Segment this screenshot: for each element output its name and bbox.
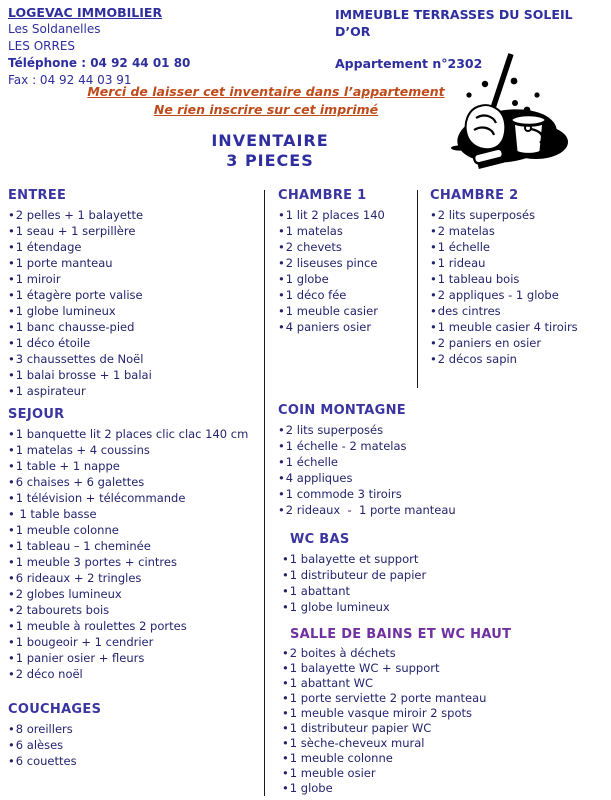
inventory-item (8, 586, 262, 602)
item-text: 1 sèche-cheveux mural (289, 736, 425, 750)
bullet-icon: • (8, 443, 15, 457)
bullet-icon: • (278, 272, 285, 286)
section-sejour (8, 407, 262, 682)
item-text: 2 déco noël (15, 667, 83, 681)
item-text: 1 distributeur de papier (289, 568, 427, 582)
inventory-item (278, 661, 608, 676)
bullet-icon: • (8, 352, 15, 366)
inventory-item (8, 506, 262, 522)
bullet-icon: • (430, 208, 437, 222)
inventory-item (278, 646, 608, 661)
section-title-entree: ENTREE (8, 188, 67, 203)
item-text: 1 déco étoile (15, 336, 91, 350)
item-text: 1 échelle - 2 matelas (285, 439, 407, 453)
section-salle-de-bains (278, 627, 608, 796)
inventory-item (278, 736, 608, 751)
agency-phone: Téléphone : 04 92 44 01 80 (8, 56, 191, 70)
inventory-item (8, 367, 262, 383)
item-text: 6 couettes (15, 754, 77, 768)
item-text: 1 miroir (15, 272, 61, 286)
bullet-icon: • (8, 427, 15, 441)
inventory-item (8, 351, 262, 367)
inventory-item (8, 602, 262, 618)
item-text: 2 tabourets bois (15, 603, 110, 617)
item-text: 1 seau + 1 serpillère (15, 224, 136, 238)
item-text: 1 étendage (15, 240, 82, 254)
bullet-icon: • (430, 288, 437, 302)
section-title-wc-bas: WC BAS (290, 532, 350, 547)
inventory-item (8, 207, 262, 223)
inventory-item (8, 303, 262, 319)
bullet-icon: • (430, 320, 437, 334)
bullet-icon: • (8, 208, 15, 222)
bullet-icon: • (278, 487, 285, 501)
bullet-icon: • (8, 738, 15, 752)
item-text: 1 matelas (285, 224, 343, 238)
section-wc-bas (278, 532, 608, 615)
item-text: 1 balai brosse + 1 balai (15, 368, 152, 382)
section-chambre-2 (430, 188, 608, 367)
item-text: 1 meuble casier (285, 304, 378, 318)
inventory-item (430, 287, 608, 303)
bullet-icon: • (278, 288, 285, 302)
bullet-icon: • (8, 603, 15, 617)
section-title-sejour: SEJOUR (8, 407, 65, 422)
bullet-icon: • (8, 304, 15, 318)
bullet-icon: • (282, 661, 289, 675)
inventory-item (8, 570, 262, 586)
section-title-salle-de-bains: SALLE DE BAINS ET WC HAUT (290, 627, 512, 642)
bullet-icon: • (278, 256, 285, 270)
bullet-icon: • (282, 751, 289, 765)
item-text: 1 télévision + télécommande (15, 491, 186, 505)
item-text: 6 alèses (15, 738, 64, 752)
agency-city: LES ORRES (8, 39, 76, 53)
item-text: 1 porte serviette 2 porte manteau (289, 691, 487, 705)
building-name: IMMEUBLE TERRASSES DU SOLEIL D’OR (335, 7, 573, 39)
agency-fax: Fax : 04 92 44 03 91 (8, 73, 132, 87)
agency-name: LOGEVAC IMMOBILIER (8, 5, 163, 20)
inventory-item (8, 666, 262, 682)
inventory-item (8, 426, 262, 442)
inventory-item (8, 490, 262, 506)
item-text: 1 étagère porte valise (15, 288, 143, 302)
item-text: 2 lits superposés (437, 208, 536, 222)
item-text: 1 globe lumineux (289, 600, 390, 614)
item-text: 2 appliques - 1 globe (437, 288, 559, 302)
item-text: 1 porte manteau (15, 256, 113, 270)
item-text: 1 commode 3 tiroirs (285, 487, 402, 501)
item-text: 2 paniers en osier (437, 336, 542, 350)
bubble (524, 107, 531, 114)
item-text: 1 échelle (437, 240, 490, 254)
bullet-icon: • (430, 352, 437, 366)
bullet-icon: • (8, 368, 15, 382)
inventory-item (430, 255, 608, 271)
mop-handle (491, 54, 511, 114)
item-text: 1 déco fée (285, 288, 347, 302)
title-line-2: 3 PIECES (226, 151, 314, 170)
inventory-item (430, 335, 608, 351)
inventory-item (8, 239, 262, 255)
item-text: 4 paniers osier (285, 320, 372, 334)
inventory-item (8, 223, 262, 239)
item-text: 1 abattant (289, 584, 351, 598)
bullet-icon: • (282, 736, 289, 750)
bullet-icon: • (430, 240, 437, 254)
item-text: 2 globes lumineux (15, 587, 122, 601)
inventory-item (278, 691, 608, 706)
bullet-icon: • (8, 539, 15, 553)
section-coin-montagne (278, 403, 608, 518)
item-text: 2 chevets (285, 240, 342, 254)
item-text: 2 pelles + 1 balayette (15, 208, 144, 222)
bullet-icon: • (278, 471, 285, 485)
item-text: 1 aspirateur (15, 384, 86, 398)
inventory-item (8, 255, 262, 271)
bullet-icon: • (278, 439, 285, 453)
bullet-icon: • (8, 240, 15, 254)
inventory-item (8, 335, 262, 351)
inventory-item (8, 474, 262, 490)
title-line-1: INVENTAIRE (211, 131, 329, 150)
letterhead-left (8, 4, 190, 89)
item-text: 2 matelas (437, 224, 495, 238)
item-text: 2 liseuses pince (285, 256, 378, 270)
bullet-icon: • (430, 304, 437, 318)
item-list-coin-montagne (278, 422, 608, 518)
bullet-icon: • (282, 676, 289, 690)
bubble (512, 100, 518, 106)
apartment-number: Appartement n°2302 (335, 56, 483, 71)
item-text: 8 oreillers (15, 722, 73, 736)
bullet-icon: • (278, 240, 285, 254)
bullet-icon: • (8, 224, 15, 238)
inventory-item (8, 442, 262, 458)
bullet-icon: • (8, 619, 15, 633)
inventory-item (8, 721, 262, 737)
section-title-chambre-2: CHAMBRE 2 (430, 188, 519, 203)
section-title-chambre-1: CHAMBRE 1 (278, 188, 367, 203)
item-text: 1 balayette et support (289, 552, 419, 566)
item-text: 1 lit 2 places 140 (285, 208, 385, 222)
item-text: 1 bougeoir + 1 cendrier (15, 635, 154, 649)
bullet-icon: • (282, 691, 289, 705)
inventory-item (278, 486, 608, 502)
item-list-salle-de-bains (278, 646, 608, 796)
item-text: 1 globe lumineux (15, 304, 116, 318)
bullet-icon: • (430, 336, 437, 350)
inventory-item (430, 207, 608, 223)
bullet-icon: • (282, 766, 289, 780)
inventory-item (278, 781, 608, 796)
notice-line-2: Ne rien inscrire sur cet imprimé (153, 102, 379, 117)
bucket-rim (511, 115, 546, 125)
bullet-icon: • (8, 336, 15, 350)
inventory-item (278, 721, 608, 736)
inventory-item (8, 753, 262, 769)
bullet-icon: • (8, 475, 15, 489)
document-title (0, 131, 540, 171)
item-text: 1 banc chausse-pied (15, 320, 135, 334)
bullet-icon: • (278, 224, 285, 238)
bullet-icon: • (8, 571, 15, 585)
inventory-item (278, 751, 608, 766)
bullet-icon: • (278, 503, 285, 517)
section-couchages (8, 702, 262, 769)
inventory-item (278, 706, 608, 721)
inventory-item (8, 650, 262, 666)
bullet-icon: • (8, 256, 15, 270)
inventory-item (8, 554, 262, 570)
bullet-icon: • (8, 459, 15, 473)
item-text: 1 tableau – 1 cheminée (15, 539, 151, 553)
inventory-item (278, 551, 608, 567)
bullet-icon: • (8, 667, 15, 681)
item-text: 4 appliques (285, 471, 353, 485)
inventory-item (430, 271, 608, 287)
bullet-icon: • (282, 781, 289, 795)
bullet-icon: • (8, 272, 15, 286)
section-title-couchages: COUCHAGES (8, 702, 102, 717)
bullet-icon: • (282, 552, 289, 566)
item-text: 1 globe (285, 272, 329, 286)
item-text: 1 rideau (437, 256, 486, 270)
bubble (482, 81, 488, 87)
inventory-item (278, 422, 608, 438)
item-text: 1 matelas + 4 coussins (15, 443, 150, 457)
bullet-icon: • (282, 568, 289, 582)
inventory-item (8, 634, 262, 650)
item-text: 6 rideaux + 2 tringles (15, 571, 142, 585)
bubble (466, 92, 471, 97)
inventory-item (8, 538, 262, 554)
inventory-item (430, 303, 608, 319)
item-text: 1 meuble osier (289, 766, 376, 780)
inventory-item (278, 438, 608, 454)
bullet-icon: • (278, 208, 285, 222)
inventory-item (8, 618, 262, 634)
item-text: 1 balayette WC + support (289, 661, 440, 675)
bullet-icon: • (8, 288, 15, 302)
inventory-item (430, 351, 608, 367)
inventory-item (430, 223, 608, 239)
item-list-wc-bas (278, 551, 608, 615)
bullet-icon: • (282, 600, 289, 614)
bullet-icon: • (430, 256, 437, 270)
bullet-icon: • (8, 651, 15, 665)
inventory-item (8, 287, 262, 303)
bullet-icon: • (430, 224, 437, 238)
bullet-icon: • (8, 754, 15, 768)
bullet-icon: • (8, 491, 15, 505)
inventory-item (278, 502, 608, 518)
bullet-icon: • (278, 320, 285, 334)
item-text: 2 lits superposés (285, 423, 384, 437)
agency-residence: Les Soldanelles (8, 22, 101, 36)
inventory-item (278, 583, 608, 599)
bullet-icon: • (282, 721, 289, 735)
inventory-item (8, 458, 262, 474)
inventory-item (430, 239, 608, 255)
inventory-item (8, 522, 262, 538)
section-entree (8, 188, 262, 399)
bullet-icon: • (8, 587, 15, 601)
item-text: 1 meuble 3 portes + cintres (15, 555, 177, 569)
inventory-item (8, 319, 262, 335)
bullet-icon: • (8, 523, 15, 537)
bullet-icon: • (8, 722, 15, 736)
inventory-item (278, 454, 608, 470)
item-text: 6 chaises + 6 galettes (15, 475, 145, 489)
inventory-item (278, 470, 608, 486)
column-1 (8, 188, 262, 769)
bullet-icon: • (278, 423, 285, 437)
item-text: 1 banquette lit 2 places clic clac 140 cm (15, 427, 249, 441)
bullet-icon: • (8, 507, 15, 521)
inventory-item (278, 567, 608, 583)
item-text: 1 meuble colonne (15, 523, 119, 537)
inventory-item (8, 737, 262, 753)
bullet-icon: • (282, 584, 289, 598)
section-title-coin-montagne: COIN MONTAGNE (278, 403, 406, 418)
item-text: 1 tableau bois (437, 272, 520, 286)
item-text: 2 rideaux - 1 porte manteau (285, 503, 456, 517)
item-text: 1 meuble colonne (289, 751, 393, 765)
bullet-icon: • (278, 304, 285, 318)
bullet-icon: • (278, 455, 285, 469)
bubble (534, 92, 539, 97)
item-list-chambre-2 (430, 207, 608, 367)
item-text: 2 boites à déchets (289, 646, 396, 660)
bullet-icon: • (282, 706, 289, 720)
bubble (511, 78, 518, 85)
notice-line-1: Merci de laisser cet inventaire dans l’appartement (87, 84, 445, 99)
item-text: 1 panier osier + fleurs (15, 651, 145, 665)
item-text: 1 distributeur papier WC (289, 721, 432, 735)
item-text: 1 échelle (285, 455, 338, 469)
item-text: 1 meuble casier 4 tiroirs (437, 320, 578, 334)
item-text: 1 table + 1 nappe (15, 459, 120, 473)
bullet-icon: • (282, 646, 289, 660)
inventory-item (8, 271, 262, 287)
bullet-icon: • (8, 635, 15, 649)
bullet-icon: • (8, 384, 15, 398)
column-divider-left (264, 190, 265, 796)
item-text: 1 abattant WC (289, 676, 374, 690)
item-text: 1 globe (289, 781, 333, 795)
inventory-item (278, 599, 608, 615)
item-text: 1 meuble vasque miroir 2 spots (289, 706, 473, 720)
item-text: des cintres (437, 304, 501, 318)
inventory-item (8, 383, 262, 399)
column-3 (430, 188, 608, 367)
bullet-icon: • (8, 555, 15, 569)
bullet-icon: • (8, 320, 15, 334)
inventory-item (278, 766, 608, 781)
inventory-item (278, 676, 608, 691)
item-text: 2 décos sapin (437, 352, 517, 366)
inventory-item (430, 319, 608, 335)
item-list-sejour (8, 426, 262, 682)
item-list-entree (8, 207, 262, 399)
bullet-icon: • (430, 272, 437, 286)
item-list-couchages (8, 721, 262, 769)
item-text: 3 chaussettes de Noël (15, 352, 144, 366)
item-text: 1 table basse (15, 507, 97, 521)
item-text: 1 meuble à roulettes 2 portes (15, 619, 187, 633)
